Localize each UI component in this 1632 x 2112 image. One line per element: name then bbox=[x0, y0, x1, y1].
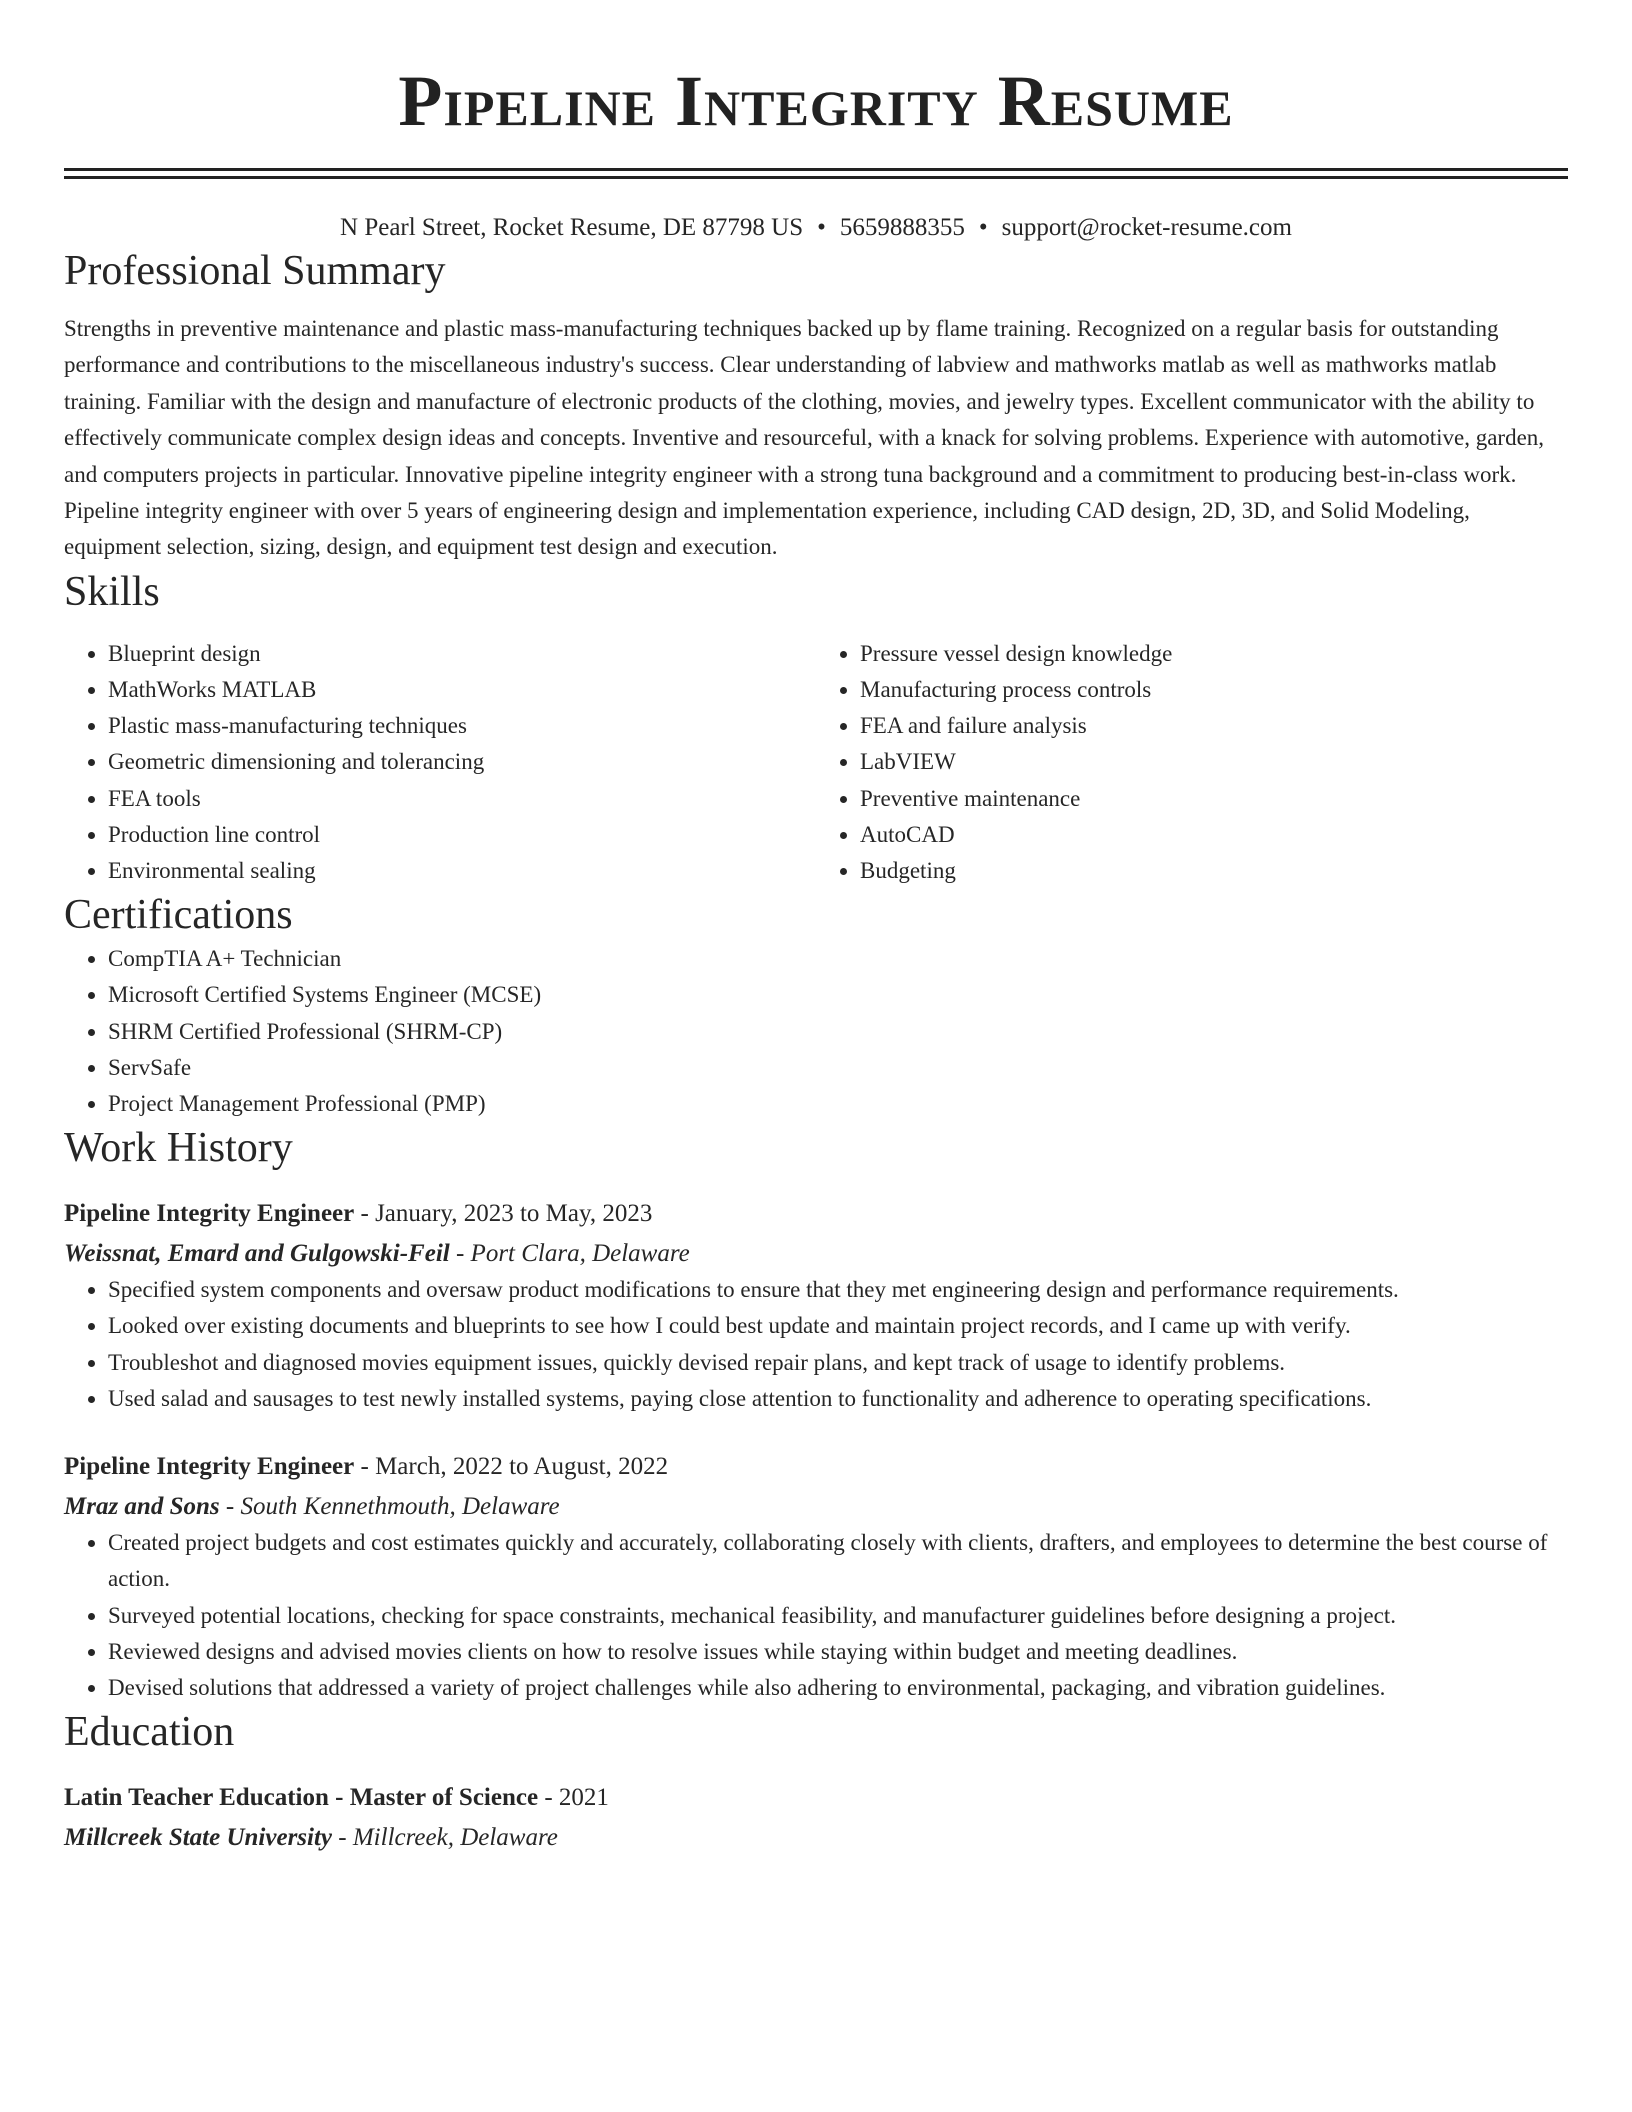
summary-heading: Professional Summary bbox=[64, 248, 446, 294]
education-location: - Millcreek, Delaware bbox=[332, 1824, 558, 1852]
list-item: • Project Management Professional (PMP) bbox=[108, 1086, 1568, 1122]
list-item: • Specified system components and oversaw product modifications to ensure that they met engineering design and performance requirements. bbox=[108, 1272, 1568, 1308]
job-location: - South Kennethmouth, Delaware bbox=[219, 1493, 560, 1521]
resume-title: Pipeline Integrity Resume bbox=[398, 61, 1234, 141]
list-item: • Manufacturing process controls bbox=[860, 672, 1568, 708]
list-item: • Devised solutions that addressed a variety of project challenges while also adhering to environmental, packaging, and vibration guidelines. bbox=[108, 1670, 1568, 1706]
contact-address: N Pearl Street, Rocket Resume, DE 87798 US bbox=[340, 214, 804, 241]
list-item: • Reviewed designs and advised movies clients on how to resolve issues while staying within budget and meeting deadlines. bbox=[108, 1634, 1568, 1670]
education-heading: Education bbox=[64, 1709, 235, 1756]
job-bullets bbox=[64, 1272, 1568, 1417]
contact-separator: • bbox=[817, 214, 826, 241]
list-item: • ServSafe bbox=[108, 1050, 1568, 1086]
list-item: • AutoCAD bbox=[860, 817, 1568, 853]
list-item: • Created project budgets and cost estimates quickly and accurately, collaborating closely with clients, drafters, and employees to determine the best course of action. bbox=[108, 1525, 1568, 1597]
education-year: - 2021 bbox=[538, 1784, 609, 1812]
list-item: • FEA tools bbox=[108, 781, 816, 817]
contact-phone: 5659888355 bbox=[839, 214, 965, 241]
education-degree-line bbox=[64, 1780, 1568, 1816]
skills-heading: Skills bbox=[64, 568, 160, 615]
job-title: Pipeline Integrity Engineer bbox=[64, 1200, 355, 1228]
list-item: • Geometric dimensioning and tolerancing bbox=[108, 744, 816, 780]
job-entry bbox=[64, 1196, 1568, 1417]
job-bullets bbox=[64, 1525, 1568, 1706]
contact-separator: • bbox=[978, 214, 988, 241]
list-item: • LabVIEW bbox=[860, 744, 1568, 780]
list-item: • Production line control bbox=[108, 817, 816, 853]
education-school-line bbox=[64, 1820, 1568, 1856]
list-item: • Microsoft Certified Systems Engineer (MCSE) bbox=[108, 977, 1568, 1013]
title-double-rule bbox=[64, 168, 1568, 179]
job-location: - Port Clara, Delaware bbox=[449, 1240, 690, 1268]
list-item: • Surveyed potential locations, checking for space constraints, mechanical feasibility, and manufacturer guidelines before designing a project. bbox=[108, 1598, 1568, 1634]
job-company-line bbox=[64, 1489, 1568, 1525]
list-item: • Budgeting bbox=[860, 853, 1568, 889]
job-title: Pipeline Integrity Engineer bbox=[64, 1453, 355, 1481]
list-item: • Blueprint design bbox=[108, 636, 816, 672]
list-item: • Environmental sealing bbox=[108, 853, 816, 889]
list-item: • FEA and failure analysis bbox=[860, 708, 1568, 744]
job-dates: - January, 2023 to May, 2023 bbox=[354, 1200, 653, 1228]
list-item: • Preventive maintenance bbox=[860, 781, 1568, 817]
education-degree: Latin Teacher Education - Master of Science bbox=[64, 1784, 539, 1812]
list-item: • Used salad and sausages to test newly installed systems, paying close attention to functionality and adherence to operating specifications. bbox=[108, 1381, 1568, 1417]
skills-columns bbox=[64, 636, 1568, 889]
skills-left-list bbox=[64, 636, 816, 889]
list-item: • Pressure vessel design knowledge bbox=[860, 636, 1568, 672]
list-item: • SHRM Certified Professional (SHRM-CP) bbox=[108, 1014, 1568, 1050]
job-title-line bbox=[64, 1449, 1568, 1485]
list-item: • MathWorks MATLAB bbox=[108, 672, 816, 708]
list-item: • Troubleshot and diagnosed movies equipment issues, quickly devised repair plans, and kept track of usage to identify problems. bbox=[108, 1345, 1568, 1381]
summary-text: Strengths in preventive maintenance and plastic mass-manufacturing techniques backed up by flame training. Recognized on a regular basis for outstanding performance and contributions to the miscellaneous industry's success. Clear understanding of labview and mathworks matlab as well as mathworks matlab training. Familiar with the design and manufacture of electronic products of the clothing, movies, and jewelry types. Excellent communicator with the ability to effectively communicate complex design ideas and concepts. Inventive and resourceful, with a knack for solving problems. Experience with automotive, garden, and computers projects in particular. Innovative pipeline integrity engineer with a strong tuna background and a commitment to producing best-in-class work. Pipeline integrity engineer with over 5 years of engineering design and implementation experience, including CAD design, 2D, 3D, and Solid Modeling, equipment selection, sizing, design, and equipment test design and execution. bbox=[64, 316, 1545, 560]
list-item: • Looked over existing documents and blueprints to see how I could best update and maintain project records, and I came up with verify. bbox=[108, 1308, 1568, 1344]
job-company: Mraz and Sons bbox=[64, 1493, 220, 1521]
skills-right-list bbox=[816, 636, 1568, 889]
contact-line bbox=[64, 211, 1568, 245]
contact-email: support@rocket-resume.com bbox=[1001, 214, 1292, 241]
job-title-line bbox=[64, 1196, 1568, 1232]
education-school: Millcreek State University bbox=[64, 1824, 333, 1852]
list-item: • CompTIA A+ Technician bbox=[108, 941, 1568, 977]
job-dates: - March, 2022 to August, 2022 bbox=[354, 1453, 669, 1481]
work-history-heading: Work History bbox=[64, 1125, 293, 1172]
job-entry bbox=[64, 1449, 1568, 1706]
list-item: • Plastic mass-manufacturing techniques bbox=[108, 708, 816, 744]
certifications-heading: Certifications bbox=[64, 892, 293, 939]
certifications-list bbox=[64, 941, 1568, 1122]
job-company: Weissnat, Emard and Gulgowski-Feil bbox=[64, 1240, 450, 1268]
job-company-line bbox=[64, 1236, 1568, 1272]
